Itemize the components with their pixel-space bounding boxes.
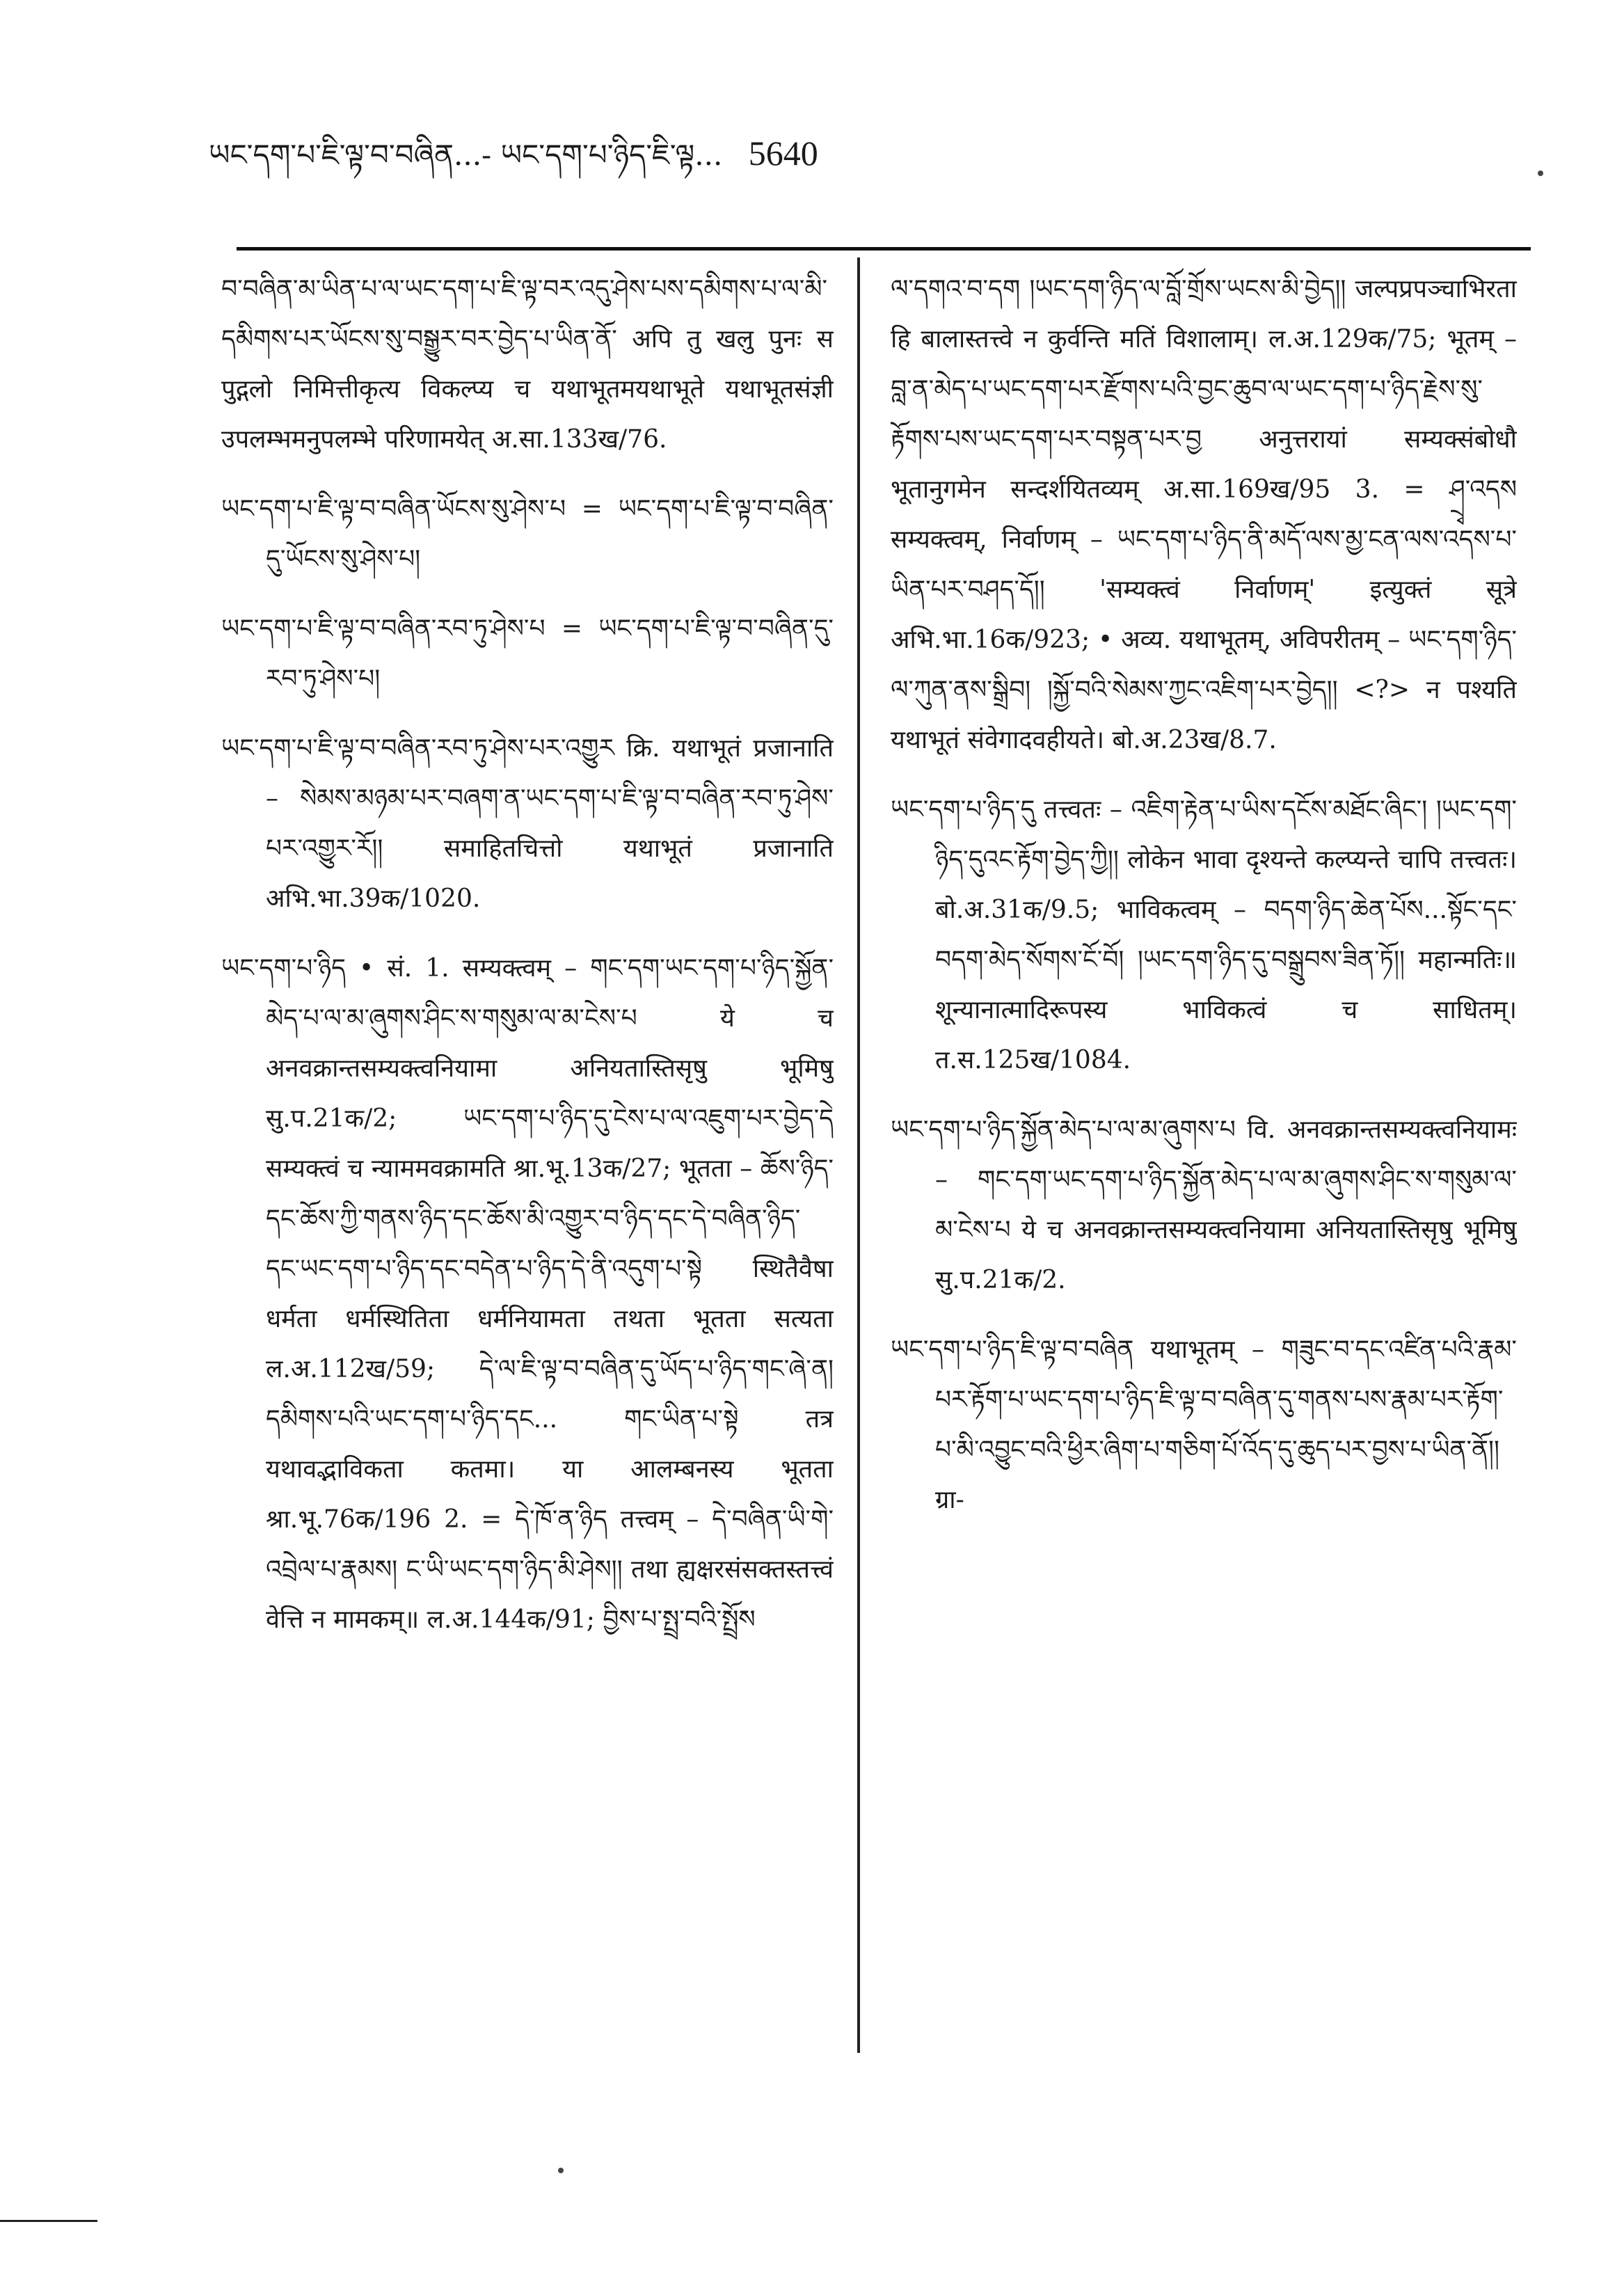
header-rule bbox=[237, 247, 1531, 251]
left-column bbox=[221, 264, 834, 2102]
speck-mark bbox=[558, 2168, 564, 2173]
dictionary-entry: ཡང་དག་པ་ཉིད་སྐྱོན་མེད་པ་ལ་མ་ཞུགས་པ वि. अनवक्रान्तसम्यक्त्वनियामः – གང་དག་ཡང་དག་པ་ཉིད་སྐྱོན་མེད་པ་ལ་མ་ཞུགས་ཤིང་ས་གསུམ་ལ་མ་ངེས་པ ये च अनवक्रान्तसम्यक्त्वनियामा अनियतास्तिसृषु भूमिषु सु.प.21क/2. bbox=[891, 1116, 1517, 1294]
dictionary-entry: ཡང་དག་པ་ཉིད་དུ तत्त्वतः – འཇིག་རྟེན་པ་ཡིས་དངོས་མཐོང་ཞིང་། །ཡང་དག་ཉིད་དུའང་རྟོག་བྱེད་ཀྱི།། लोकेन भावा दृश्यन्ते कल्प्यन्ते चापि तत्त्वतः। बो.अ.31क/9.5; भाविकत्वम् – བདག་ཉིད་ཆེན་པོས...སྟོང་དང་བདག་མེད་སོགས་ངོ་བོ། །ཡང་དག་ཉིད་དུ་བསྒྲུབས་ཟིན་ཏོ།། महान्मतिः॥ शून्यानात्मादिरूपस्य भाविकत्वं च साधितम्। त.स.125ख/1084. bbox=[891, 795, 1517, 1074]
dictionary-entry: ཡང་དག་པ་ཇི་ལྟ་བ་བཞིན་རབ་ཏུ་ཤེས་པར་འགྱུར क्रि. यथाभूतं प्रजानाति – སེམས་མཉམ་པར་བཞག་ན་ཡང་དག་པ་ཇི་ལྟ་བ་བཞིན་རབ་ཏུ་ཤེས་པར་འགྱུར་རོ།། समाहितचित्तो यथाभूतं प्रजानाति अभि.भा.39क/1020. bbox=[221, 734, 834, 913]
footer-mark bbox=[0, 2220, 97, 2222]
header-title: ཡང་དག་པ་ཇི་ལྟ་བ་བཞིན...- ཡང་དག་པ་ཉིད་ཇི་ལྟ... bbox=[209, 138, 723, 172]
dictionary-entry: ཡང་དག་པ་ཇི་ལྟ་བ་བཞིན་ཡོངས་སུ་ཤེས་པ = ཡང་དག་པ་ཇི་ལྟ་བ་བཞིན་དུ་ཡོངས་སུ་ཤེས་པ། bbox=[221, 495, 834, 573]
page-number: 5640 bbox=[748, 134, 818, 173]
entry-continuation: ལ་དགའ་བ་དག །ཡང་དག་ཉིད་ལ་བློ་གྲོས་ཡངས་མི་བྱེད།། जल्पप्रपञ्चाभिरता हि बालास्तत्त्वे न कुर्वन्ति मतिं विशालाम्। ल.अ.129क/75; भूतम् – བླ་ན་མེད་པ་ཡང་དག་པར་རྫོགས་པའི་བྱང་ཆུབ་ལ་ཡང་དག་པ་ཉིད་རྗེས་སུ་རྟོགས་པས་ཡང་དག་པར་བསྟན་པར་བྱ अनुत्तरायां सम्यक्संबोधौ भूतानुगमेन सन्दर्शयितव्यम् अ.सा.169ख/95 3. = ཤྲྭ་འདས सम्यक्त्वम्, निर्वाणम् – ཡང་དག་པ་ཉིད་ནི་མདོ་ལས་མྱ་ངན་ལས་འདས་པ་ཡིན་པར་བཤད་དོ།། 'सम्यक्त्वं निर्वाणम्' इत्युक्तं सूत्रे अभि.भा.16क/923; • अव्य. यथाभूतम्, अविपरीतम् – ཡང་དག་ཉིད་ལ་ཀུན་ནས་སྒྲིབ། །སྐྱོ་བའི་སེམས་ཀྱང་འཇིག་པར་བྱེད།། <?> न पश्यति यथाभूतं संवेगादवहीयते। बो.अ.23ख/8.7. bbox=[891, 275, 1517, 754]
speck-mark bbox=[1538, 170, 1543, 176]
right-column bbox=[891, 264, 1517, 2102]
column-divider bbox=[857, 257, 860, 2053]
running-header bbox=[209, 125, 1392, 181]
dictionary-entry: ཡང་དག་པ་ཉིད་ཇི་ལྟ་བ་བཞིན यथाभूतम् – གཟུང་བ་དང་འཛིན་པའི་རྣམ་པར་རྟོག་པ་ཡང་དག་པ་ཉིད་ཇི་ལྟ་བ་བཞིན་དུ་གནས་པས་རྣམ་པར་རྟོག་པ་མི་འབྱུང་བའི་ཕྱིར་ཞིག་པ་གཅིག་པོ་འོད་དུ་ཆུད་པར་བྱས་པ་ཡིན་ནོ།། ग्रा- bbox=[891, 1335, 1517, 1514]
entry-continuation: བ་བཞིན་མ་ཡིན་པ་ལ་ཡང་དག་པ་ཇི་ལྟ་བར་འདུ་ཤེས་པས་དམིགས་པ་ལ་མི་དམིགས་པར་ཡོངས་སུ་བསྒྱུར་བར་བྱེད་པ་ཡིན་ནོ་ अपि तु खलु पुनः स पुद्गलो निमित्तीकृत्य विकल्प्य च यथाभूतमयथाभूते यथाभूतसंज्ञी उपलम्भमनुपलम्भे परिणामयेत् अ.सा.133ख/76. bbox=[221, 275, 834, 454]
dictionary-entry: ཡང་དག་པ་ཉིད • सं. 1. सम्यक्त्वम् – གང་དག་ཡང་དག་པ་ཉིད་སྐྱོན་མེད་པ་ལ་མ་ཞུགས་ཤིང་ས་གསུམ་ལ་མ་ངེས་པ ये च अनवक्रान्तसम्यक्त्वनियामा अनियतास्तिसृषु भूमिषु सु.प.21क/2; ཡང་དག་པ་ཉིད་དུ་ངེས་པ་ལ་འཇུག་པར་བྱེད་དེ सम्यक्त्वं च न्याममवक्रामति श्रा.भू.13क/27; भूतता – ཆོས་ཉིད་དང་ཆོས་ཀྱི་གནས་ཉིད་དང་ཆོས་མི་འགྱུར་བ་ཉིད་དང་དེ་བཞིན་ཉིད་དང་ཡང་དག་པ་ཉིད་དང་བདེན་པ་ཉིད་དེ་ནི་འདུག་པ་སྟེ स्थितैवैषा धर्मता धर्मस्थितिता धर्मनियामता तथता भूतता सत्यता ल.अ.112ख/59; དེ་ལ་ཇི་ལྟ་བ་བཞིན་དུ་ཡོད་པ་ཉིད་གང་ཞེ་ན། དམིགས་པའི་ཡང་དག་པ་ཉིད་དང... གང་ཡིན་པ་སྟེ तत्र यथावद्भाविकता कतमा। या आलम्बनस्य भूतता श्रा.भू.76क/196 2. = དེ་ཁོ་ན་ཉིད तत्त्वम् – དེ་བཞིན་ཡི་གེ་འབྲེལ་པ་རྣམས། ང་ཡི་ཡང་དག་ཉིད་མི་ཤེས།། तथा ह्यक्षरसंसक्तस्तत्त्वं वेत्ति न मामकम्॥ ल.अ.144क/91; བྱིས་པ་སྤྲ་བའི་སྤྲོས bbox=[221, 954, 834, 1634]
dictionary-entry: ཡང་དག་པ་ཇི་ལྟ་བ་བཞིན་རབ་ཏུ་ཤེས་པ = ཡང་དག་པ་ཇི་ལྟ་བ་བཞིན་དུ་རབ་ཏུ་ཤེས་པ། bbox=[221, 614, 834, 693]
